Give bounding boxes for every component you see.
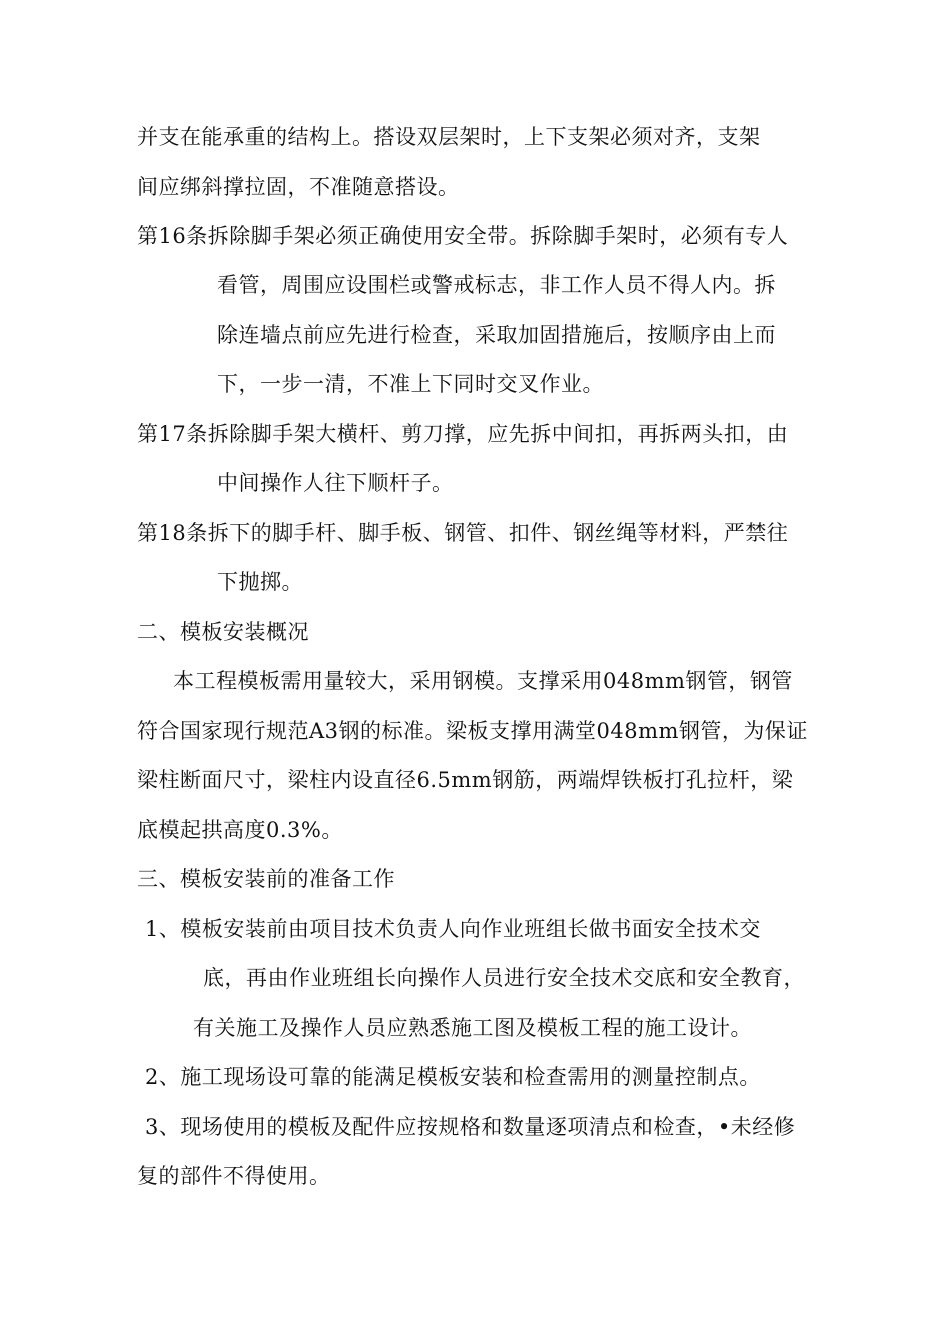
text-line: 间应绑斜撑拉固，不准随意搭设。	[137, 175, 460, 199]
paragraph-line: 梁柱断面尺寸，梁柱内设直径6.5mm钢筋，两端焊铁板打孔拉杆，梁	[137, 768, 794, 792]
text-line: 复的部件不得使用。	[137, 1164, 331, 1188]
paragraph-line: 符合国家现行规范A3钢的标准。梁板支撑用满堂048mm钢管，为保证	[137, 719, 808, 743]
text-line: 下，一步一清，不准上下同时交叉作业。	[217, 372, 604, 396]
article-16-line: 第16条拆除脚手架必须正确使用安全带。拆除脚手架时，必须有专人	[137, 224, 789, 248]
list-item-1: 1、模板安装前由项目技术负责人向作业班组长做书面安全技术交	[145, 917, 761, 941]
text-line: 看管，周围应设围栏或警戒标志，非工作人员不得人内。拆	[217, 273, 776, 297]
text-line: 下抛掷。	[217, 570, 303, 594]
article-18-line: 第18条拆下的脚手杆、脚手板、钢管、扣件、钢丝绳等材料，严禁往	[137, 521, 789, 545]
section-heading-2: 二、模板安装概况	[137, 620, 309, 644]
paragraph-line: 底模起拱高度0.3%。	[137, 818, 343, 842]
paragraph-line: 本工程模板需用量较大，采用钢模。支撑采用048mm钢管，钢管	[173, 669, 793, 693]
text-line: 并支在能承重的结构上。搭设双层架时，上下支架必须对齐，支架	[137, 125, 761, 149]
text-line: 除连墙点前应先进行检查，采取加固措施后，按顺序由上而	[217, 323, 776, 347]
text-line: 中间操作人往下顺杆子。	[217, 471, 454, 495]
list-item-2: 2、施工现场设可靠的能满足模板安装和检查需用的测量控制点。	[145, 1065, 761, 1089]
section-heading-3: 三、模板安装前的准备工作	[137, 867, 395, 891]
list-item-3: 3、现场使用的模板及配件应按规格和数量逐项清点和检查，•未经修	[145, 1115, 796, 1139]
article-17-line: 第17条拆除脚手架大横杆、剪刀撑，应先拆中间扣，再拆两头扣，由	[137, 422, 789, 446]
text-line: 有关施工及操作人员应熟悉施工图及模板工程的施工设计。	[193, 1016, 752, 1040]
text-line: 底，再由作业班组长向操作人员进行安全技术交底和安全教育，	[203, 966, 805, 990]
